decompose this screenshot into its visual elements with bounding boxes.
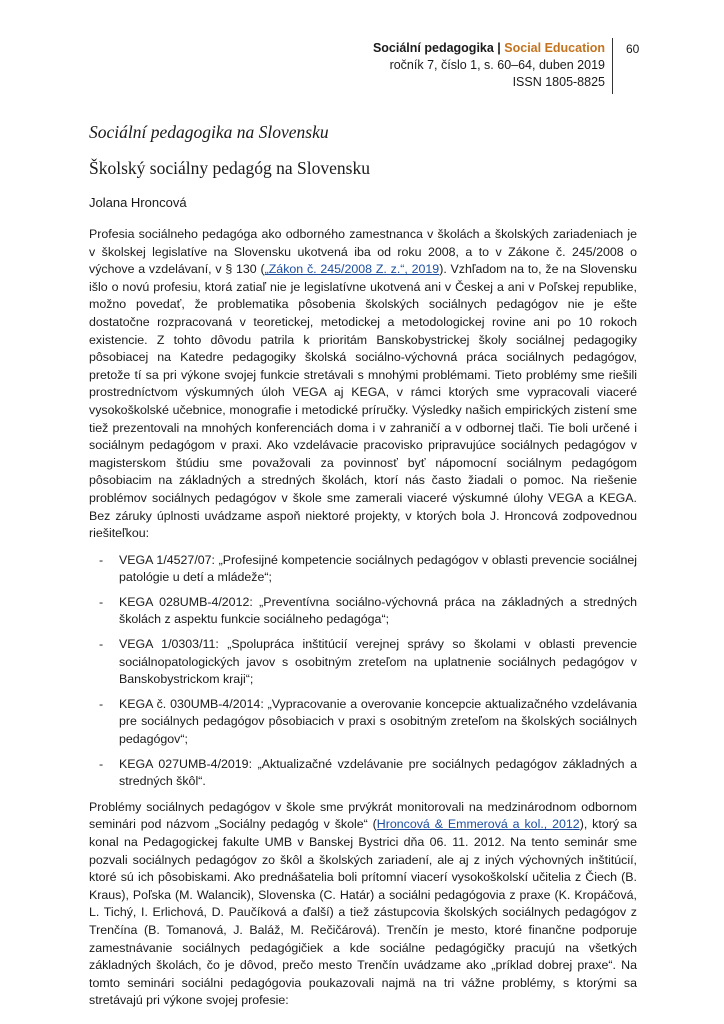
page-number: 60 [626, 42, 640, 56]
article-body [89, 226, 637, 1010]
list-dash: - [99, 552, 104, 567]
citation-link-zakon[interactable]: „Zákon č. 245/2008 Z. z.“, 2019 [264, 262, 440, 277]
paragraph-text: Problémy sociálnych pedagógov v škole sme prvýkrát monitorovali na medzinárodnom odbornom seminári pod názvom „Sociálny pedagóg v škole“ ( [89, 799, 637, 832]
list-dash: - [99, 637, 104, 652]
section-title: Sociální pedagogika na Slovensku [89, 122, 329, 142]
issn: ISSN 1805-8825 [512, 75, 605, 89]
citation-link-hroncova[interactable]: Hroncová & Emmerová a kol., 2012 [376, 817, 580, 832]
author: Jolana Hroncová [89, 195, 187, 210]
list-item-text: KEGA 027UMB-4/2019: „Aktualizačné vzdelávanie pre sociálnych pedagógov základných a stredných škôl“. [119, 756, 637, 789]
paragraph-text: Profesia sociálneho pedagóga ako odborného zamestnanca v školách a školských zariadeniach je v školskej legislatíve na Slovensku ukotvená iba od roku 2008, a to v Zákone č. 245/2008 o výchove a vzdelávaní, v § 130 ( [89, 227, 637, 277]
list-item-text: KEGA 028UMB-4/2012: „Preventívna sociálno-výchovná práca na základných a stredných školách z aspektu funkcie sociálneho pedagóga“; [119, 594, 637, 627]
paragraph-text: ). Vzhľadom na to, že na Slovensku išlo o novú profesiu, ktorá zatiaľ nie je legislatívne ukotvená ani v Českej a ani v Poľskej republike, možno povedať, že problematika pôsobenia školských sociálnych pedagógov nie je ešte dostatočne rozpracovaná v teoretickej, metodickej a metodologickej rovine ani po 10 rokoch existencie. Z tohto dôvodu patrila k prioritám Banskobystrickej školy sociálnej pedagogiky pôsobiacej na Katedre pedagogiky školská sociálno-výchovná práca sociálnych pedagógov, pretože tí sa pri výkone svojej funkcie stretávali s mnohými problémami. Tieto problémy sme riešili prostredníctvom výskumných úloh VEGA aj KEGA, v rámci ktorých sme vypracovali viaceré vysokoškolské učebnice, monografie i metodické príručky. Výsledky našich empirických zistení sme tiež prezentovali na mnohých konferenciách doma i v zahraničí a v odbornej tlači. Tie boli určené i sociálnym pedagógom v praxi. Ako vzdelávacie pracovisko pripravujúce sociálnych pedagógov v magisterskom štúdiu sme považovali za povinnosť byť nápomocní sociálnym pedagógom pôsobiacim na základných a stredných školách, ktorí nás často žiadali o pomoc. Na riešenie problémov sociálnych pedagógov v škole sme zamerali viaceré výskumné úlohy VEGA a KEGA. Bez záruky úplnosti uvádzame aspoň niektoré projekty, v ktorých bola J. Hroncová zodpovednou riešiteľkou: [89, 262, 637, 541]
list-item-text: VEGA 1/0303/11: „Spolupráca inštitúcií verejnej správy so školami v oblasti prevencie sociálnopatologických javov s osobitným zreteľom na uplatnenie sociálnych pedagógov v Banskobystrickom kraji“; [119, 637, 637, 687]
list-dash: - [99, 756, 104, 771]
issue-info: ročník 7, číslo 1, s. 60–64, duben 2019 [389, 58, 605, 72]
journal-title-separator: | [493, 41, 505, 55]
paragraph-text: ), ktorý sa konal na Pedagogickej fakulte UMB v Banskej Bystrici dňa 06. 11. 2012. Na tento seminár sme pozvali sociálnych pedagógov zo škôl a školských zariadení, ale aj z iných výchovných inštitúcií, ktoré sú ich pôsobiskami. Ako prednášatelia boli prítomní viacerí vysokoškolskí učitelia z Čiech (B. Kraus), Poľska (M. Walancik), Slovenska (C. Határ) a sociálni pedagógovia z praxe (K. Kropáčová, L. Tichý, I. Erlichová, D. Paučíková a ďalší) a tiež zástupcovia školských sociálnych pedagógov z Trenčína (B. Tomanová, J. Baláž, M. Rečičárová). Trenčín je mesto, ktoré finančne podporuje zamestnávanie sociálnych pedagógičiek a kde sociálne pedagógičky pracujú na všetkých základných školách, čo je dôvod, prečo mesto Trenčín uvádzame ako „príklad dobrej praxe“. Na tomto seminári sociálni pedagógovia poukazovali najmä na tri vážne problémy, s ktorými sa stretávajú pri výkone svojej profesie: [89, 817, 637, 1008]
header-divider [612, 38, 613, 94]
list-dash: - [99, 696, 104, 711]
journal-title-en: Social Education [504, 41, 605, 55]
list-item [89, 696, 637, 749]
project-list [89, 552, 637, 791]
journal-title [373, 40, 605, 57]
list-item [89, 594, 637, 629]
list-item [89, 756, 637, 791]
list-dash: - [99, 594, 104, 609]
journal-header [373, 40, 605, 91]
list-item [89, 552, 637, 587]
list-item [89, 636, 637, 689]
list-item-text: VEGA 1/4527/07: „Profesijné kompetencie sociálnych pedagógov v oblasti prevencie sociálnej patológie u detí a mládeže“; [119, 552, 637, 585]
paragraph-seminar [89, 799, 637, 1010]
list-item-text: KEGA č. 030UMB-4/2014: „Vypracovanie a overovanie koncepcie aktualizačného vzdelávania pre sociálnych pedagógov pôsobiacich v praxi s osobitným zreteľom na školských sociálnych pedagógov“; [119, 696, 637, 747]
paragraph-intro [89, 226, 637, 543]
article-title: Školský sociálny pedagóg na Slovensku [89, 158, 370, 178]
journal-title-cz: Sociální pedagogika [372, 41, 494, 55]
